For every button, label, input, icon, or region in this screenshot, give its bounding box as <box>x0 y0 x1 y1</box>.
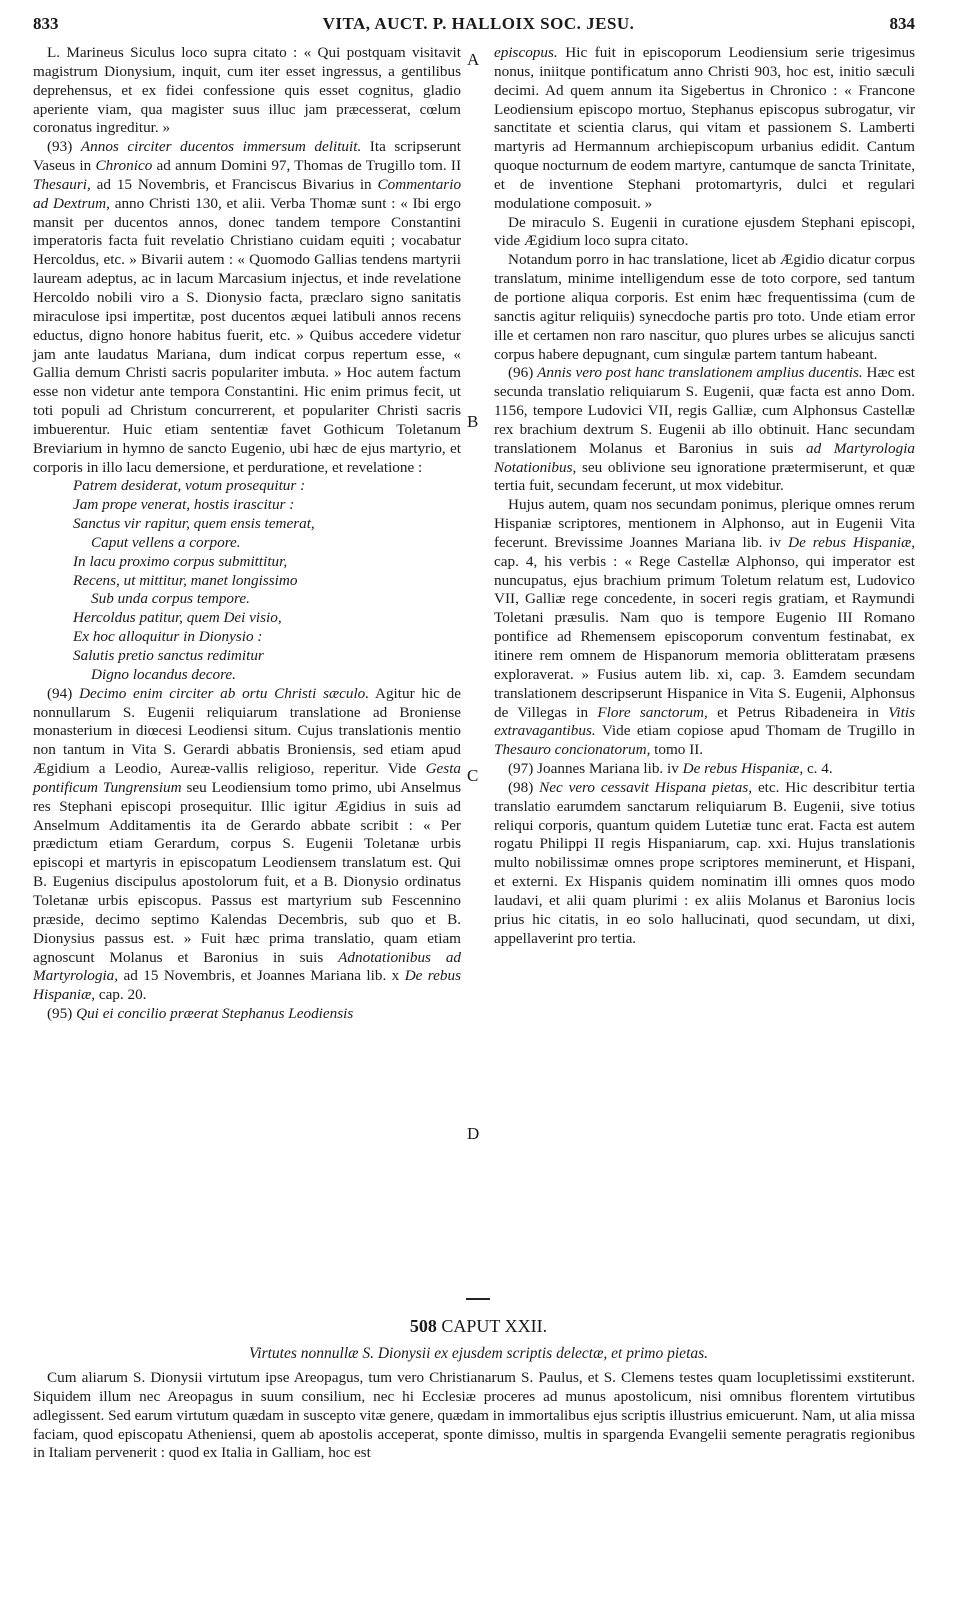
paragraph-text: tomo II. <box>654 741 704 759</box>
note-text: Hic fuit in episcoporum Leodiensium serie trigesimus nonus, iniitque pontificatum anno Christi 903, hoc est, initio sæculi decimi. Ad quem annum ita Sigebertus in Chronico : « Francone Leodiensium episcopo mortuo, Stephanus episcopus subrogatur, vir sanctitate et scientia clarus, qui vitam et passionem S. Lamberti martyris ad Hermannum archiepiscopum urbanius edidit. Cantum quoque nocturnum de eodem martyre, cantumque de sancta Trinitate, et de inventione Stephani protomartyris, dulci et regulari modulatione composuit. » <box>494 44 916 212</box>
note-number: (98) <box>508 778 534 796</box>
chapter-body: Cum aliarum S. Dionysii virtutum ipse Areopagus, tum vero Christianarum S. Paulus, et S. Clemens testes quam locupletissimi exstiterunt. Siquidem illum nec Areopagus in suum consilium, nec hi Ecclesiæ proceres ad munus apostolicum, nisi omnibus florentem virtutibus adlegissent. Sed earum virtutum quædam in suscepto vitæ genere, quædam in immortalibus ejus scriptis illustrius emicuerunt. Nam, ut alia missa faciam, quod episcopatu Atheniensi, quem ab apostolis acceperat, sponte dimisso, multis in spargenda Evangelii semente peragratis regionibus in Italiam pervenerit : quod ex Italia in Galliam, hoc est <box>33 1369 916 1462</box>
paragraph: L. Marineus Siculus loco supra citato : « Qui postquam visitavit magistrum Dionysium, inquit, cum iter esset ingressus, a gentilibus deprehensus, et ex fidei confessione quis esset cognitus, gladio aperiente viam, qua magister suus illuc jam præcesserat, cœlum coronatus ingreditur. » <box>33 44 461 137</box>
note-lemma: Annis vero post hanc translationem amplius ducentis. <box>537 364 863 382</box>
note-text: ad annum Domini 97, Thomas de Trugillo tom. II <box>156 157 462 175</box>
chapter-subtitle: Virtutes nonnullæ S. Dionysii ex ejusdem scriptis delectæ, et primo pietas. <box>248 1345 709 1362</box>
paragraph: De miraculo S. Eugenii in curatione ejusdem Stephani episcopi, vide Ægidium loco supra citato. <box>494 213 915 250</box>
note-text: seu oblivione seu ignoratione prætermiserunt, et quæ tertia fuit, secundam fecerunt, ut mox videbitur. <box>494 458 915 495</box>
note-lemma: Annos circiter ducentos immersum delituit. <box>80 138 362 156</box>
verse-line: Sub unda corpus tempore. <box>91 590 250 608</box>
margin-letter-b: B <box>467 412 479 431</box>
paragraph <box>494 496 915 760</box>
verse-line: Ex hoc alloquitur in Dionysio : <box>73 628 263 646</box>
note-lemma: Qui ei concilio præerat Stephanus Leodiensis <box>76 1005 354 1023</box>
verse-line: Salutis pretio sanctus redimitur <box>73 647 264 664</box>
note-text: cap. 20. <box>98 986 147 1004</box>
note-text: etc. Hic describitur tertia translatio earumdem sanctarum reliquiarum B. Eugenii, sive totius reliqui corporis, quantum quidem Lutetiæ tunc erat. Facta est autem rogatu Philippi II regis Hispaniarum, cap. xxi. Hujus translationis multo nobilissimæ omnes prope scriptores meminerunt, et Hispani, et externi. Ex Hispanis quidem nominatim illi omnes quos modo laudavi, et alii quam plurimi : ex aliis Molanus et Baronius locis prius hic citatis, in eo solo hallucinati, quod secundam, ut dixi, appellaverint pro tertia. <box>494 778 915 947</box>
note-text: anno Christi 130, et alii. Verba Thomæ sunt : « Ibi ergo mansit per ducentos annos, donec tandem tempore Constantini imperatoris facta fuit revelatio Christiano cuidam equiti ; vocabatur Hercoldus, etc. » Bivarii autem : « Quomodo Gallias tendens martyrii lauream adeptus, ac in lacum Marcasium injectus, et inde revelatione Hercoldo nobili viro a S. Dionysio facta, præclaro signo sanitatis miraculose ipsi impertitæ, post ducentos æquei latibuli annos recens eductus, digno honore habitus fuerit, etc. » Quibus accedere videtur jam ante laudatus Mariana, dum indicat corpus repertum esse, « Gallia demum Christi sacris populariter imbuta. » Hoc autem factum esse non videtur ante tempora Constantini. Hic enim primus fecit, ut toti populi ad Christum concurrerent, et populariter Christi sacris imbuerentur. Huic etiam sententiæ favet Gothicum Toletanum Breviarium in hymno de sancto Eugenio, ubi hæc de ejus martyrio, et corporis in illo lacu demersione, et perduratione, et revelatione : <box>33 194 461 476</box>
note-text: seu Leodiensium tomo primo, ubi Anselmus res Stephani episcopi prosequitur. Illic igitur Ægidius in suis ad Anselmum Additamentis ita de Gerardo abbate scribit : « Per prædictum etiam Gerardum, corpus S. Eugenii Toletanæ urbis episcopi et martyris in episcopatum Leodiensem translatum est. Qui B. Eugenius discipulus apostolorum fuit, et a B. Dionysio ordinatus Toletanæ urbis episcopus. Passus est martyrium sub Fescennino præside, decimo septimo Kalendas Decembris, sub quo et B. Dionysius passus est. » Fuit hæc prima translatio, quam etiam agnoscunt Molanus et Baronius in suis <box>33 778 462 966</box>
work-title: De rebus Hispaniæ, <box>788 533 915 551</box>
note-lemma: episcopus. <box>494 44 558 61</box>
note-94 <box>33 685 461 1005</box>
hymn-verses <box>33 477 461 684</box>
verse-line: In lacu proximo corpus submittitur, <box>73 552 288 570</box>
note-95-continued <box>494 44 915 214</box>
note-lemma: Decimo enim circiter ab ortu Christi sæculo. <box>79 684 370 702</box>
verse-line: Hercoldus patitur, quem Dei visio, <box>73 609 282 627</box>
note-text: Hæc est secunda translatio reliquiarum S. Eugenii, quæ facta est anno Dom. 1156, tempore Ludovici VII, regis Galliæ, cum Alphonsus Castellæ rex brachium dextrum S. Eugenii ab illo obtinuit. Hanc secundam translationem Molanus et Baronius in suis <box>494 364 916 457</box>
left-column <box>33 44 461 1024</box>
note-number: (93) <box>47 138 73 156</box>
paragraph-text: et Petrus Ribadeneira in <box>717 703 879 721</box>
paragraph: Notandum porro in hac translatione, licet ab Ægidio dicatur corpus translatum, minime intelligendum esse de toto corpore, sed tantum de portione aliqua corporis. Est enim hæc frequentissima (cum de sanctis agitur reliquiis) synecdoche partis pro toto. Unde etiam error ille et certamen non raro nascitur, quo plures urbes se alicujus sancti corpus habere depugnant, cum singulæ partem tantum habeant. <box>494 251 915 363</box>
note-text: Ita scripserunt Vaseus in <box>33 138 461 175</box>
note-lemma: Nec vero cessavit Hispana pietas, <box>539 778 753 796</box>
paragraph-text: Hujus autem, quam nos secundam ponimus, plerique omnes rerum Hispaniæ scriptores, mentionem in Alphonso, aut in Eugenii Vita fecerunt. Brevissime Joannes Mariana lib. iv <box>494 496 915 551</box>
work-title: Vitis extravagantibus. <box>494 703 915 740</box>
paragraph-text: cap. 4, his verbis : « Rege Castellæ Alphonso, qui imperator est nuncupatus, ejus brachium primum Toletum relatum est, Ludovico VII, Galliæ rege concedente, in soceri regis gratiam, et Raymundi Toletani præsulis. Nam quo is tempore Eugenio III Romano pontifice ad Rhemensem episcoporum conventum festinabat, ex itinere rem omnem de Hispanorum memoria oblitteratam præsens exploraverat. » Fusius autem lib. xi, cap. 3. Eamdem secundam translationem descripserunt Hispanice in Vita S. Eugenii, Alphonsus de Villegas in <box>494 552 915 721</box>
chapter-title: CAPUT XXII. <box>441 1316 548 1336</box>
note-text: Agitur hic de nonnullarum S. Eugenii reliquiarum translatione ad Broniense monasterium in diœcesi Leodiensi situm. Cujus translationis mentio non tantum in Vita S. Gerardi abbatis Broniensis, sed etiam apud Ægidium a Leodio, Aureæ-vallis religioso, reperitur. Vide <box>33 684 462 778</box>
page-number-right: 834 <box>889 14 915 33</box>
work-title: Commentario ad Dextrum, <box>33 175 462 212</box>
work-title: De rebus Hispaniæ, <box>33 967 461 1004</box>
chapter-number: 508 <box>409 1316 437 1336</box>
verse-line: Caput vellens a corpore. <box>91 533 241 551</box>
right-column <box>494 44 915 949</box>
work-title: Thesauri, <box>33 175 91 193</box>
section-divider <box>466 1298 490 1300</box>
work-title: Gesta pontificum Tungrensium <box>33 760 462 796</box>
note-number: (94) <box>47 684 73 702</box>
margin-letter-a: A <box>467 50 480 69</box>
verse-line: Jam prope venerat, hostis irascitur : <box>73 496 295 514</box>
verse-line: Sanctus vir rapitur, quem ensis temerat, <box>73 515 315 533</box>
note-96 <box>494 364 915 496</box>
running-title: VITA, AUCT. P. HALLOIX SOC. JESU. <box>322 14 635 33</box>
note-text: Joannes Mariana lib. iv <box>537 760 679 778</box>
note-text: c. 4. <box>806 760 833 778</box>
note-95 <box>33 1005 461 1024</box>
note-93 <box>33 138 461 477</box>
verse-line: Patrem desiderat, votum prosequitur : <box>73 477 306 495</box>
note-number: (96) <box>508 364 534 382</box>
note-text: ad 15 Novembris, et Joannes Mariana lib. x <box>123 967 400 985</box>
work-title: Chronico <box>95 157 153 175</box>
verse-line: Recens, ut mittitur, manet longissimo <box>73 571 298 589</box>
work-title: Thesauro concionatorum, <box>494 741 651 759</box>
chapter-heading <box>0 1316 957 1337</box>
note-text: ad 15 Novembris, et Franciscus Bivarius in <box>96 175 372 193</box>
note-98 <box>494 779 915 949</box>
work-title: ad Martyrologia Notationibus, <box>494 439 916 476</box>
verse-line: Digno locandus decore. <box>91 665 236 683</box>
work-title: Flore sanctorum, <box>597 703 708 721</box>
paragraph-text: Vide etiam copiose apud Thomam de Trugillo in <box>601 722 915 740</box>
page-number-left: 833 <box>33 14 59 33</box>
note-number: (95) <box>47 1005 73 1023</box>
note-97 <box>494 760 915 779</box>
note-number: (97) <box>508 760 534 778</box>
work-title: De rebus Hispaniæ, <box>682 760 804 778</box>
work-title: Adnotationibus ad Martyrologia, <box>33 948 462 985</box>
margin-letter-c: C <box>467 766 479 785</box>
margin-letter-d: D <box>467 1124 480 1143</box>
